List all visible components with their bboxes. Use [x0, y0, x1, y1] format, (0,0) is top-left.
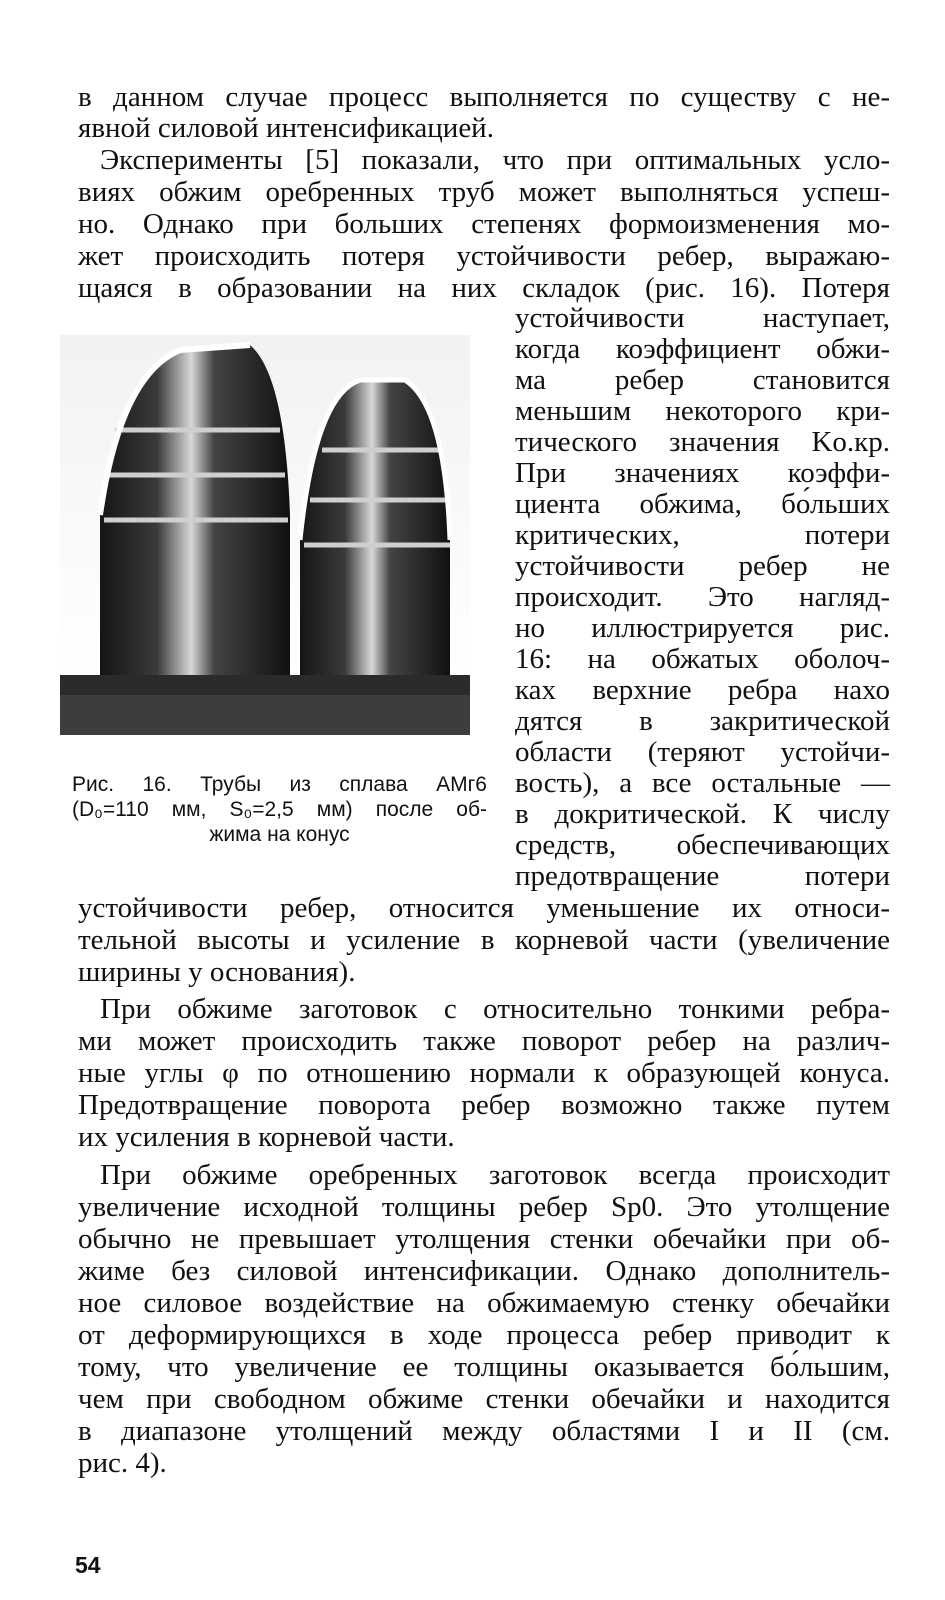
- text-line: тического значения Kо.кр.: [515, 426, 890, 458]
- text-line: жиме без силовой интенсификации. Однако дополнитель-: [78, 1255, 890, 1287]
- figure-caption-line: жима на конус: [209, 823, 350, 846]
- text-line: происходит. Это нагляд-: [515, 581, 890, 613]
- text-line: в диапазоне утолщений между областями I и II (см.: [78, 1415, 890, 1447]
- text-line: ное силовое воздействие на обжимаемую стенку обечайки: [78, 1287, 890, 1319]
- text-line: от деформирующихся в ходе процесса ребер приводит к: [78, 1319, 890, 1351]
- figure-photo-finned-tubes: [60, 335, 470, 735]
- text-line: ширины у основания).: [78, 956, 356, 988]
- text-line: ные углы φ по отношению нормали к образующей конуса.: [78, 1057, 890, 1089]
- text-line: в данном случае процесс выполняется по существу с не-: [78, 81, 890, 113]
- text-line: виях обжим оребренных труб может выполняться успеш-: [78, 176, 890, 208]
- text-line: ма ребер становится: [515, 364, 890, 396]
- text-line: При обжиме оребренных заготовок всегда происходит: [100, 1159, 890, 1191]
- text-line: Предотвращение поворота ребер возможно также путем: [78, 1089, 890, 1121]
- text-line: увеличение исходной толщины ребер Sр0. Это утолщение: [78, 1191, 890, 1223]
- text-line: циента обжима, бо́льших: [515, 488, 890, 520]
- text-line: устойчивости ребер не: [515, 550, 890, 582]
- text-line: При обжиме заготовок с относительно тонкими ребра-: [100, 993, 890, 1025]
- text-line: средств, обеспечивающих: [515, 829, 890, 861]
- text-line: но иллюстрируется рис.: [515, 612, 890, 644]
- text-line: тому, что увеличение ее толщины оказывается бо́льшим,: [78, 1351, 890, 1383]
- text-line: жет происходить потеря устойчивости ребер, выражаю-: [78, 240, 890, 272]
- text-line: в докритической. К числу: [515, 798, 890, 830]
- text-line: явной силовой интенсификацией.: [78, 112, 494, 144]
- text-line: щаяся в образовании на них складок (рис. 16). Потеря: [78, 272, 890, 304]
- text-line: чем при свободном обжиме стенки обечайки и находится: [78, 1383, 890, 1415]
- text-line: когда коэффициент обжи-: [515, 333, 890, 365]
- text-line: рис. 4).: [78, 1447, 167, 1479]
- text-line: но. Однако при больших степенях формоизменения мо-: [78, 208, 890, 240]
- figure-caption-line: Рис. 16. Трубы из сплава АМг6: [72, 773, 487, 796]
- figure-caption-line: (D₀=110 мм, S₀=2,5 мм) после об-: [72, 798, 487, 821]
- text-line: 16: на обжатых оболоч-: [515, 643, 890, 675]
- text-line: их усиления в корневой части.: [78, 1121, 455, 1153]
- text-line: ми может происходить также поворот ребер на различ-: [78, 1025, 890, 1057]
- text-line: критических, потери: [515, 519, 890, 551]
- text-line: вость), а все остальные —: [515, 767, 890, 799]
- text-line: области (теряют устойчи-: [515, 736, 890, 768]
- text-line: устойчивости наступает,: [515, 302, 890, 334]
- text-line: обычно не превышает утолщения стенки обечайки при об-: [78, 1223, 890, 1255]
- text-line: меньшим некоторого кри-: [515, 395, 890, 427]
- text-line: предотвращение потери: [515, 860, 890, 892]
- text-line: дятся в закритической: [515, 705, 890, 737]
- text-line: Эксперименты [5] показали, что при оптимальных усло-: [100, 144, 890, 176]
- text-line: устойчивости ребер, относится уменьшение их относи-: [78, 892, 890, 924]
- text-line: При значениях коэффи-: [515, 457, 890, 489]
- page-number: 54: [75, 1552, 101, 1578]
- text-line: тельной высоты и усиление в корневой части (увеличение: [78, 924, 890, 956]
- text-line: ках верхние ребра нахо: [515, 674, 890, 706]
